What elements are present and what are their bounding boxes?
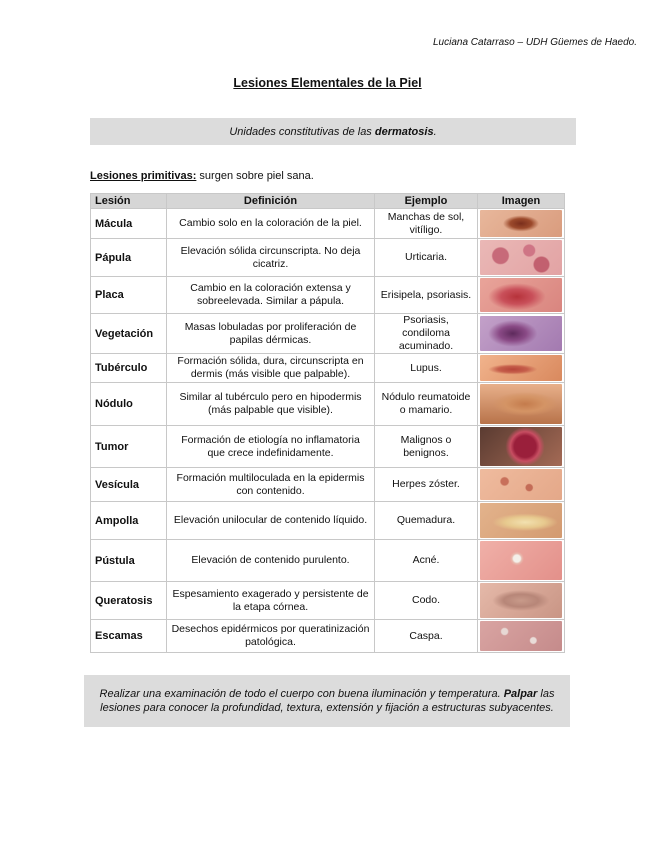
header-example: Ejemplo: [375, 194, 478, 209]
table-row: [91, 383, 565, 426]
section-text: surgen sobre piel sana.: [196, 170, 314, 182]
table-row: [91, 314, 565, 354]
lesion-name: Tumor: [91, 426, 167, 468]
lesion-definition: Similar al tubérculo pero en hipodermis (más palpable que visible).: [167, 383, 375, 426]
lesion-name: Ampolla: [91, 502, 167, 540]
lesion-image-cell: [478, 620, 565, 653]
lesion-image-cell: [478, 426, 565, 468]
lesion-image-cell: [478, 383, 565, 426]
subtitle-prefix: Unidades constitutivas de las: [229, 125, 375, 138]
lesion-example: Urticaria.: [375, 239, 478, 277]
lesion-photo: [480, 583, 562, 618]
table-row: [91, 502, 565, 540]
lesion-definition: Cambio en la coloración extensa y sobreelevada. Similar a pápula.: [167, 277, 375, 314]
lesion-photo: [480, 541, 562, 580]
author-line: Luciana Catarraso – UDH Güemes de Haedo.: [433, 37, 637, 48]
lesion-image-cell: [478, 582, 565, 620]
lesion-name: Tubérculo: [91, 354, 167, 383]
lesion-name: Queratosis: [91, 582, 167, 620]
section-label: Lesiones primitivas:: [90, 170, 197, 182]
table-row: [91, 620, 565, 653]
lesion-example: Malignos o benignos.: [375, 426, 478, 468]
lesion-example: Manchas de sol, vitíligo.: [375, 209, 478, 239]
lesion-example: Codo.: [375, 582, 478, 620]
lesion-name: Vesícula: [91, 468, 167, 502]
table-row: [91, 426, 565, 468]
note-italic: Realizar una examinación de todo el cuerpo con buena iluminación y temperatura.: [99, 688, 504, 700]
lesion-photo: [480, 469, 562, 500]
lesion-definition: Cambio solo en la coloración de la piel.: [167, 209, 375, 239]
lesion-image-cell: [478, 502, 565, 540]
lesion-name: Vegetación: [91, 314, 167, 354]
table-header-row: [91, 194, 565, 209]
lesion-definition: Desechos epidérmicos por queratinización patológica.: [167, 620, 375, 653]
subtitle-suffix: .: [433, 125, 437, 138]
lesion-definition: Elevación de contenido purulento.: [167, 540, 375, 582]
lesion-photo: [480, 427, 562, 466]
table-row: [91, 239, 565, 277]
lesion-name: Escamas: [91, 620, 167, 653]
lesion-definition: Formación multiloculada en la epidermis con contenido.: [167, 468, 375, 502]
lesion-example: Psoriasis, condiloma acuminado.: [375, 314, 478, 354]
lesion-example: Nódulo reumatoide o mamario.: [375, 383, 478, 426]
lesion-photo: [480, 384, 562, 424]
lesion-name: Nódulo: [91, 383, 167, 426]
lesion-photo: [480, 210, 562, 237]
header-definition: Definición: [167, 194, 375, 209]
lesion-photo: [480, 278, 562, 312]
header-lesion: Lesión: [91, 194, 167, 209]
lesion-example: Lupus.: [375, 354, 478, 383]
note-bold: Palpar: [503, 688, 538, 700]
lesion-example: Herpes zóster.: [375, 468, 478, 502]
lesions-table: [90, 193, 565, 653]
lesion-example: Caspa.: [375, 620, 478, 653]
lesion-example: Quemadura.: [375, 502, 478, 540]
note-rest: las lesiones para conocer la profundidad, textura, extensión y fijación a estructuras subyacentes.: [100, 688, 555, 714]
lesion-image-cell: [478, 468, 565, 502]
document-title: Lesiones Elementales de la Piel: [233, 76, 422, 90]
section-heading: [90, 170, 314, 182]
lesion-example: Acné.: [375, 540, 478, 582]
lesion-definition: Elevación sólida circunscripta. No deja cicatriz.: [167, 239, 375, 277]
table-row: [91, 277, 565, 314]
exam-note: [84, 675, 570, 727]
table-row: [91, 468, 565, 502]
lesion-name: Placa: [91, 277, 167, 314]
lesion-photo: [480, 240, 562, 275]
lesion-image-cell: [478, 354, 565, 383]
subtitle-box: [90, 118, 576, 145]
lesion-name: Pústula: [91, 540, 167, 582]
lesion-image-cell: [478, 239, 565, 277]
lesion-image-cell: [478, 540, 565, 582]
table-row: [91, 582, 565, 620]
lesion-example: Erisipela, psoriasis.: [375, 277, 478, 314]
lesion-definition: Formación sólida, dura, circunscripta en dermis (más visible que palpable).: [167, 354, 375, 383]
lesion-definition: Formación de etiología no inflamatoria que crece indefinidamente.: [167, 426, 375, 468]
lesion-image-cell: [478, 314, 565, 354]
lesion-photo: [480, 316, 562, 351]
subtitle-emphasis: dermatosis: [374, 125, 434, 138]
lesion-definition: Elevación unilocular de contenido líquido.: [167, 502, 375, 540]
lesion-name: Mácula: [91, 209, 167, 239]
lesion-definition: Espesamiento exagerado y persistente de la etapa córnea.: [167, 582, 375, 620]
table-row: [91, 209, 565, 239]
lesion-image-cell: [478, 277, 565, 314]
lesion-definition: Masas lobuladas por proliferación de papilas dérmicas.: [167, 314, 375, 354]
table-row: [91, 354, 565, 383]
lesion-photo: [480, 621, 562, 651]
lesion-photo: [480, 355, 562, 381]
lesion-name: Pápula: [91, 239, 167, 277]
table-row: [91, 540, 565, 582]
header-image: Imagen: [478, 194, 565, 209]
lesion-image-cell: [478, 209, 565, 239]
lesion-photo: [480, 503, 562, 538]
